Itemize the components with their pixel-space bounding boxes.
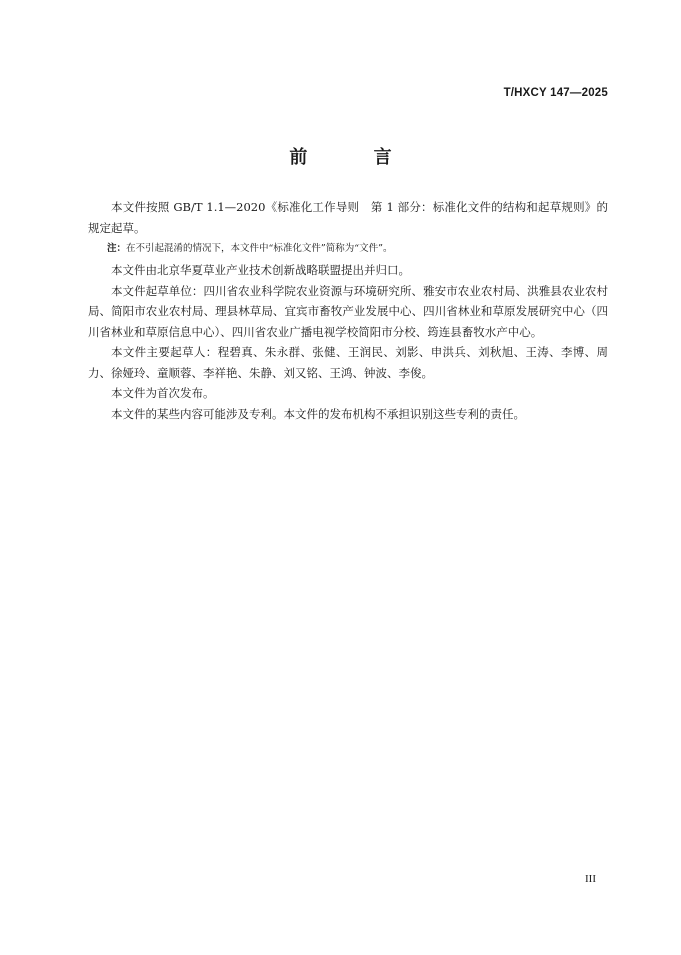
standard-code: T/HXCY 147—2025 xyxy=(503,87,608,99)
paragraph-patent-notice: 本文件的某些内容可能涉及专利。本文件的发布机构不承担识别这些专利的责任。 xyxy=(111,406,525,421)
document-body xyxy=(88,197,608,424)
paragraph-drafting-units: 本文件起草单位：四川省农业科学院农业资源与环境研究所、雅安市农业农村局、洪雅县农业农村局、简阳市农业农村局、理县林草局、宜宾市畜牧产业发展中心、四川省林业和草原发展研究中心（四川省林业和草原信息中心）、四川省农业广播电视学校简阳市分校、筠连县畜牧水产中心。 xyxy=(88,283,608,339)
note-paragraph xyxy=(88,240,608,258)
paragraph-first-release: 本文件为首次发布。 xyxy=(111,386,215,400)
note-label: 注： xyxy=(107,243,127,254)
paragraph-proposer: 本文件由北京华夏草业产业技术创新战略联盟提出并归口。 xyxy=(111,263,410,277)
page-number: III xyxy=(585,873,596,885)
paragraph-drafting-rules: 本文件按照 GB/T 1.1—2020《标准化工作导则 第 1 部分：标准化文件的结构和起草规则》的规定起草。 xyxy=(88,200,608,235)
note-text: 在不引起混淆的情况下，本文件中“标准化文件”简称为“文件”。 xyxy=(126,243,393,254)
paragraph-drafters: 本文件主要起草人：程碧真、朱永群、张健、王润民、刘影、申洪兵、刘秋旭、王涛、李博、周力、徐娅玲、童顺蓉、李祥艳、朱静、刘又铭、王鸿、钟波、李俊。 xyxy=(88,345,608,380)
page-title: 前 言 xyxy=(289,147,422,168)
